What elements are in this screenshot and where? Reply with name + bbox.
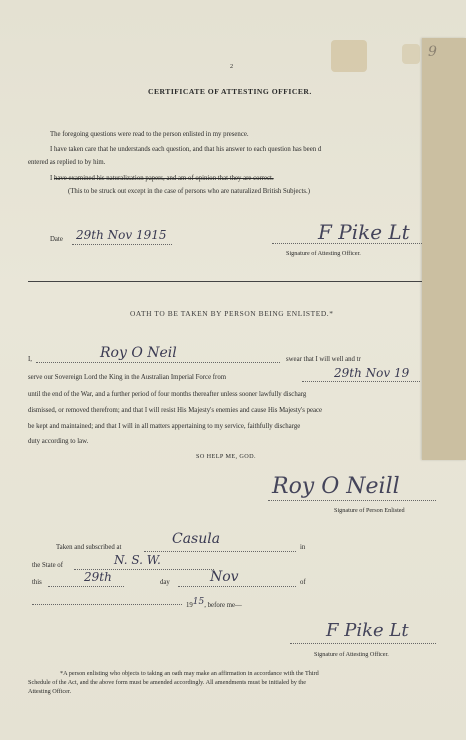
certificate-line3 (50, 175, 274, 182)
certificate-title: CERTIFICATE OF ATTESTING OFFICER. (148, 87, 312, 96)
certificate-line2a: I have taken care that he understands each question, and that his answer to each question has been d (50, 146, 322, 153)
certificate-note: (This to be struck out except in the case of persons who are naturalized British Subjects.) (68, 188, 310, 195)
year-dotted-line (32, 604, 182, 605)
oath-closing: SO HELP ME, GOD. (196, 453, 256, 460)
from-date-dotted-line (302, 381, 420, 382)
oath-i-label: I, (28, 356, 32, 363)
section-divider (28, 281, 422, 282)
of-label: of (300, 579, 306, 586)
date-dotted-line (72, 244, 172, 245)
year-line (186, 597, 242, 609)
subscribed-officer-signature: F Pike Lt (326, 620, 409, 641)
oath-title: OATH TO BE TAKEN BY PERSON BEING ENLISTED.* (130, 309, 334, 318)
month-dotted-line (178, 586, 296, 587)
footnote-line3: Attesting Officer. (28, 688, 72, 695)
oath-swear-text: swear that I will well and tr (286, 356, 361, 363)
taken-label: Taken and subscribed at (56, 544, 122, 551)
place-value: Casula (172, 531, 221, 547)
officer-signature-caption: Signature of Attesting Officer. (286, 250, 361, 257)
certificate-line3-struck: have examined his naturalization papers, and am of opinion that they are correct. (53, 175, 274, 182)
tab-number: 9 (428, 44, 437, 60)
oath-line5: be kept and maintained; and that I will in all matters appertaining to my service, faithfully discharge (28, 423, 301, 430)
subscribed-officer-caption: Signature of Attesting Officer. (314, 651, 389, 658)
year-value: 15 (192, 597, 205, 607)
footnote-line2: Schedule of the Act, and the above form must be amended accordingly. All amendments must be initialed by the (28, 679, 306, 686)
oath-from-date: 29th Nov 19 (334, 366, 410, 380)
certificate-line3-start: I (50, 175, 54, 182)
enlistee-name: Roy O Neil (100, 345, 177, 361)
oath-line6: duty according to law. (28, 438, 89, 445)
certificate-line2b: entered as replied to by him. (28, 159, 106, 166)
certificate-line1: The foregoing questions were read to the person enlisted in my presence. (50, 131, 249, 138)
date-label: Date (50, 236, 63, 243)
day-value: 29th (84, 570, 112, 584)
name-dotted-line (36, 362, 280, 363)
in-label: in (300, 544, 306, 551)
page-tab (422, 38, 466, 460)
oath-line2: serve our Sovereign Lord the King in the Australian Imperial Force from (28, 374, 226, 381)
footnote-line1: *A person enlisting who objects to taking an oath may make an affirmation in accordance with the Third (60, 670, 319, 677)
paper-stain (331, 40, 367, 72)
oath-line4: dismissed, or removed therefrom; and that I will resist His Majesty's enemies and cause His Majesty's peace (28, 407, 323, 414)
subscribed-officer-line (290, 643, 436, 644)
place-dotted-line (144, 551, 296, 552)
enlistee-signature-line (268, 500, 436, 501)
month-value: Nov (210, 569, 239, 585)
enlistee-signature: Roy O Neill (272, 474, 400, 499)
officer-signature: F Pike Lt (318, 220, 410, 244)
before-me: , before me— (204, 602, 242, 609)
page-number: 2 (230, 63, 234, 70)
year-prefix: 19 (186, 602, 193, 609)
this-label: this (32, 579, 42, 586)
state-value: N. S. W. (114, 553, 161, 567)
state-label: the State of (32, 562, 63, 569)
officer-signature-line (272, 243, 422, 244)
enlistee-signature-caption: Signature of Person Enlisted (334, 507, 405, 514)
paper-stain (402, 44, 420, 64)
day-dotted-line (48, 586, 124, 587)
day-label: day (160, 579, 170, 586)
oath-line3: until the end of the War, and a further period of four months thereafter unless sooner lawfully discharg (28, 391, 307, 398)
date-value: 29th Nov 1915 (76, 228, 167, 242)
